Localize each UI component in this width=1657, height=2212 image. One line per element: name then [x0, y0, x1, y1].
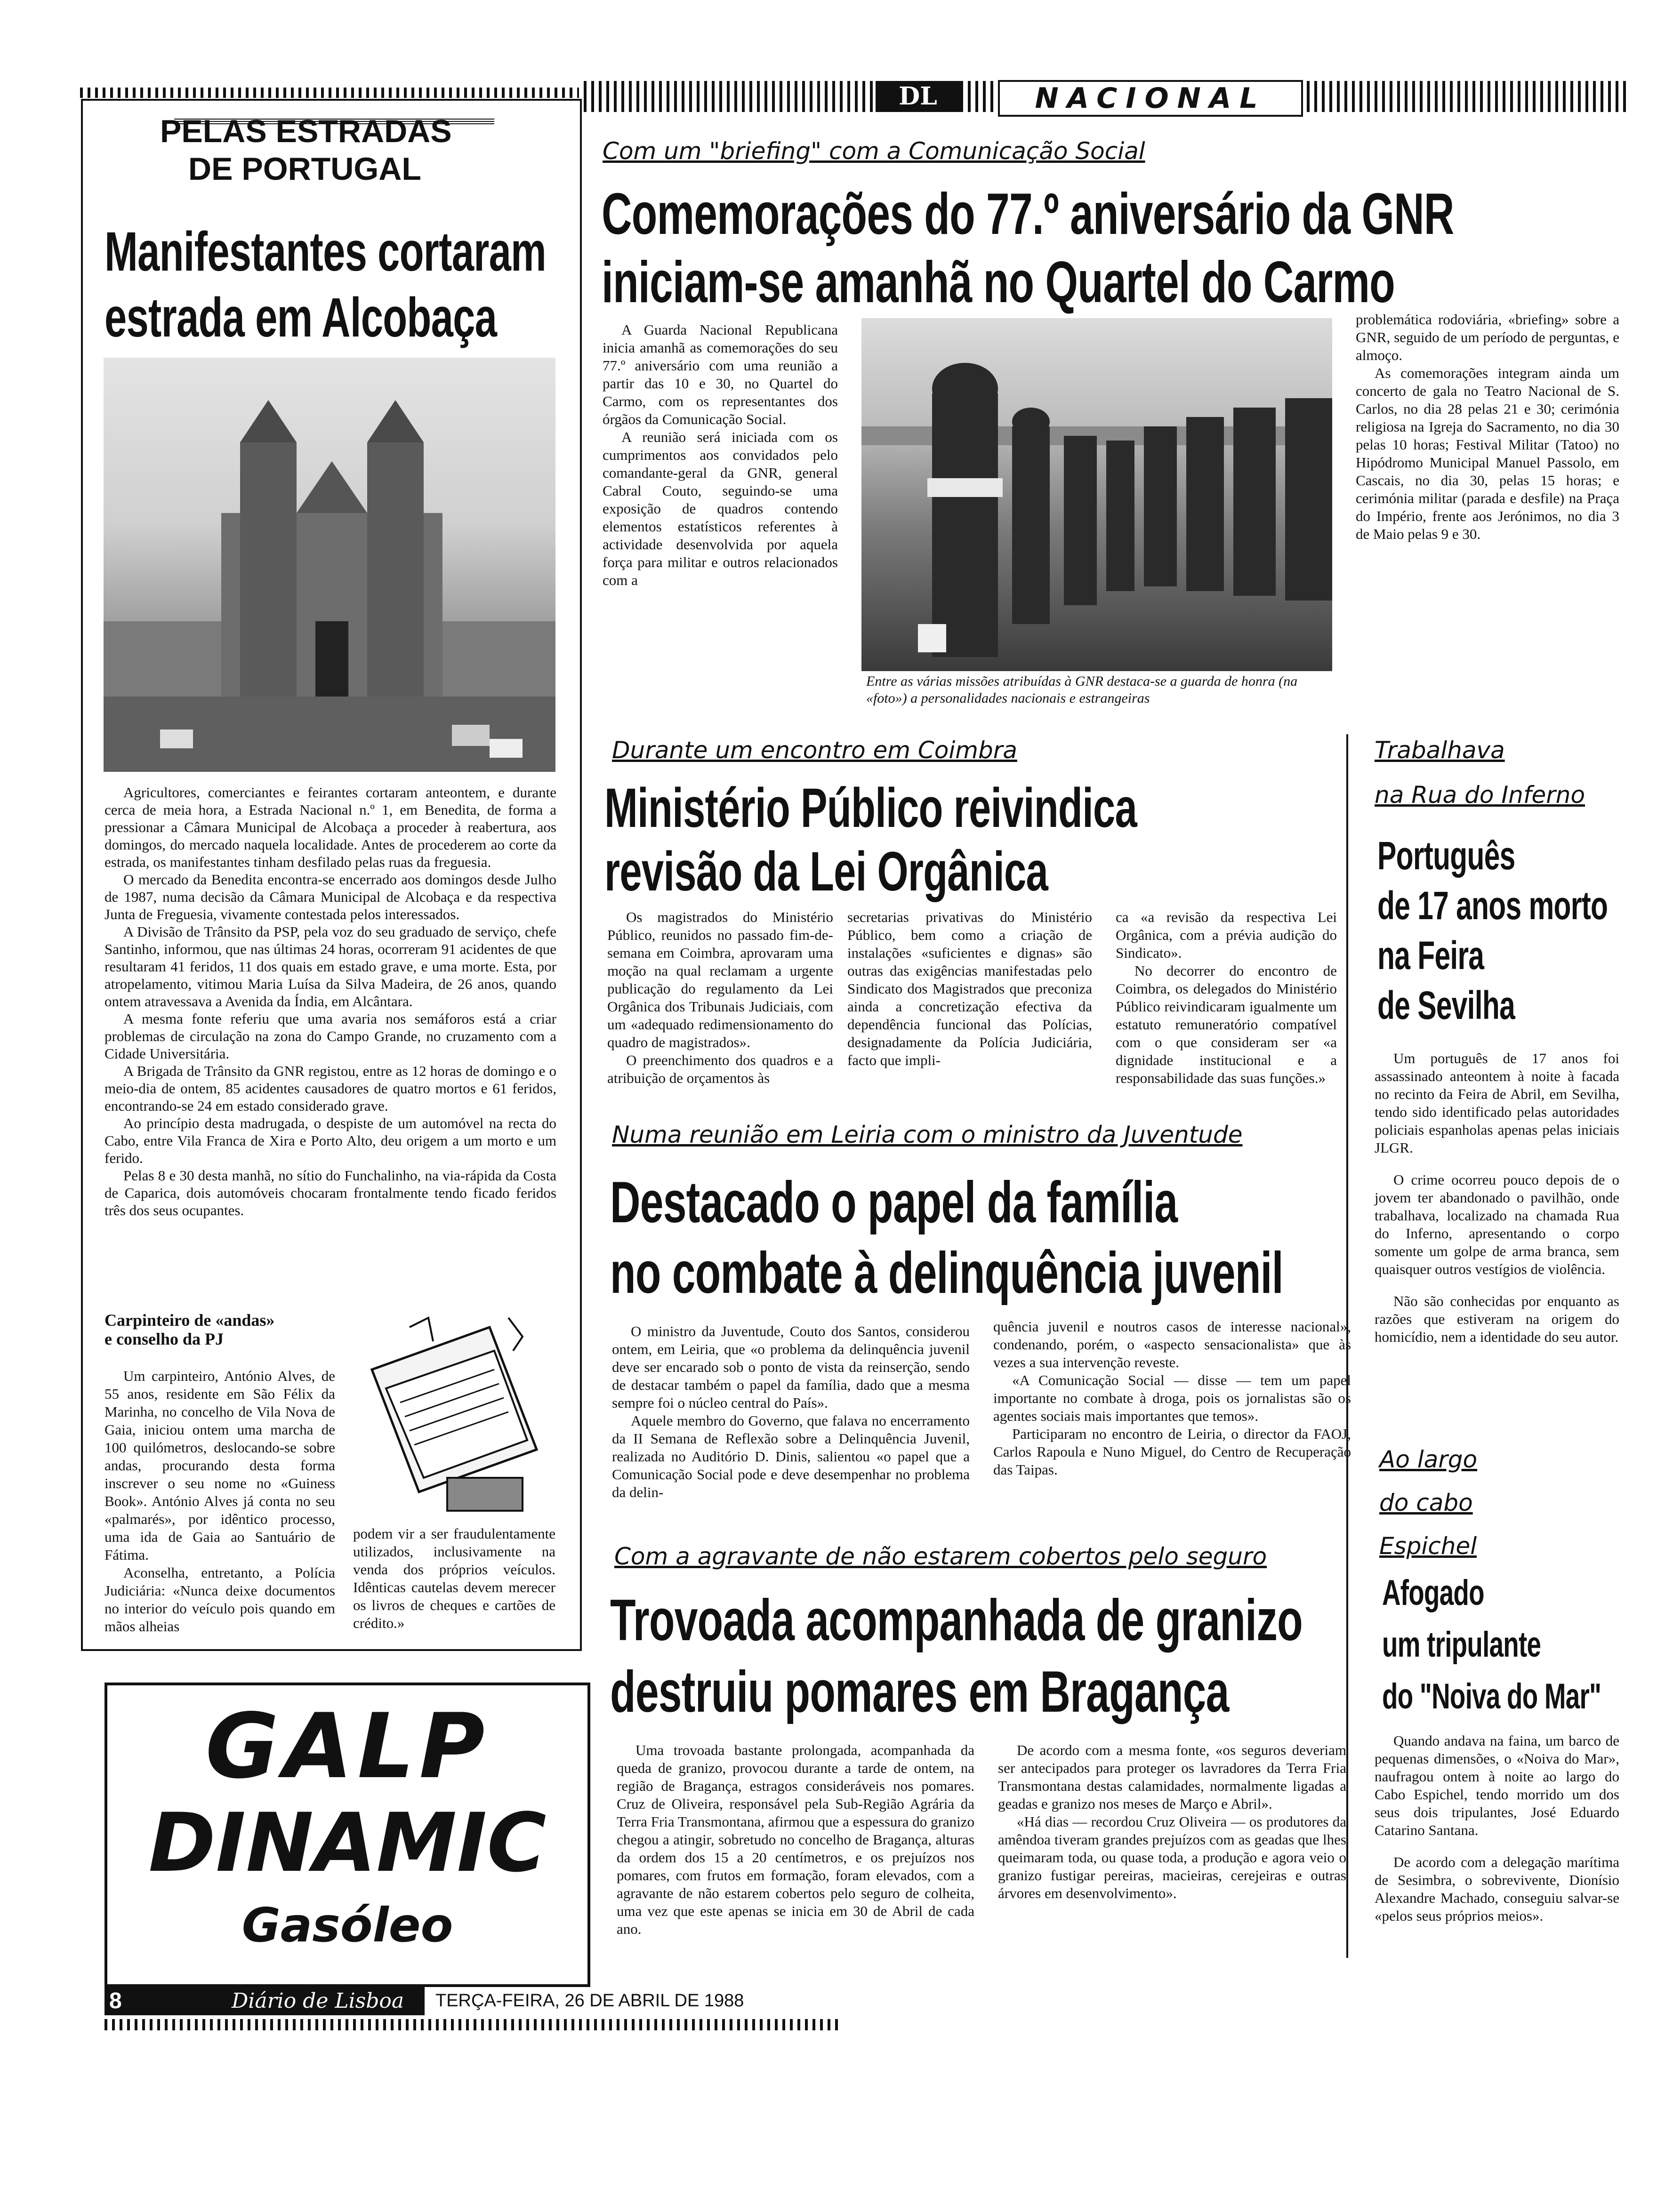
- juventude-paragraph: «A Comunicação Social — disse — tem um papel importante no combate à droga, pois os jornalistas são os agentes sociais mais importantes que temos».: [993, 1372, 1351, 1424]
- carpinteiro-headline-2: e conselho da PJ: [105, 1330, 224, 1348]
- mp-headline-1: Ministério Público reivindica: [604, 777, 1137, 839]
- juventude-paragraph: O ministro da Juventude, Couto dos Santos, considerou ontem, em Leiria, que «o problema da delinquência juvenil deve ser encarado sob o ponto de vista da reinserção, sendo de destacar também o papel da família, dado que a mesma sempre foi o núcleo central do País».: [612, 1323, 970, 1411]
- galp-ad[interactable]: [105, 1683, 590, 1987]
- ad-product: DINAMIC: [148, 1795, 547, 1890]
- juventude-col2: [993, 1318, 1351, 1479]
- juventude-col1: [612, 1322, 970, 1501]
- mp-paragraph: No decorrer do encontro de Coimbra, os delegados do Ministério Público reivindicaram igualmente um estatuto remuneratório compatível com o que consideram ser «a dignidade institucional e a responsabilidade das suas funções.»: [1116, 962, 1337, 1086]
- sevilha-headline-line: de 17 anos morto: [1377, 883, 1608, 928]
- juventude-paragraph: quência juvenil e noutros casos de interesse nacional», condenando, porém, o «aspecto sensacionalista» que às vezes a sua intervenção reveste.: [993, 1318, 1351, 1370]
- espichel-headline-line: um tripulante: [1382, 1625, 1541, 1665]
- gnr-paragraph: problemática rodoviária, «briefing» sobre a GNR, seguido de um período de perguntas, e almoço.: [1356, 311, 1619, 363]
- section-title: NACIONAL: [998, 80, 1303, 117]
- mp-paragraph: Os magistrados do Ministério Público, reunidos no passado fim-de-semana em Coimbra, aprovaram uma moção na qual reclamam a urgente publicação do regulamento da Lei Orgânica dos Tribunais Judiciais, com um «adequado redimensionamento do quadro de magistrados».: [607, 909, 833, 1050]
- footer-flag: [105, 1987, 425, 2015]
- sevilha-paragraph: Um português de 17 anos foi assassinado anteontem à noite à facada no recinto da Feira de Abril, em Sevilha, tendo sido identificado pelas autoridades policiais espanholas apenas pelas iniciais JLGR.: [1375, 1050, 1619, 1156]
- braganca-col1: [617, 1741, 974, 1938]
- juventude-paragraph: Participaram no encontro de Leiria, o director da FAOJ, Carlos Rapoula e Nuno Miguel, do Centro de Recuperação das Taipas.: [993, 1426, 1351, 1478]
- espichel-paragraph: De acordo com a delegação marítima de Sesimbra, o sobrevivente, Dionísio Alexandre Machado, conseguiu salvar-se «pelos seus próprios meios».: [1375, 1854, 1619, 1924]
- section-logo: DL: [876, 81, 960, 112]
- gnr-paragraph: A reunião será iniciada com os cumprimentos aos convidados pelo comandante-geral da GNR, general Cabral Couto, seguindo-se uma exposição de quadros contendo elementos estatísticos referentes à actividade desenvolvida por aquela força para militar e outros relacionados com a: [603, 429, 838, 588]
- page-number: 8: [109, 1988, 122, 2013]
- decor-strip: [80, 88, 579, 98]
- footer-decor: [105, 2019, 839, 2030]
- gnr-kicker: Com um "briefing" com a Comunicação Social: [603, 137, 1145, 165]
- braganca-col2: [998, 1741, 1346, 1902]
- column-logo-line2: DE PORTUGAL: [188, 151, 421, 187]
- mp-kicker: Durante um encontro em Coimbra: [612, 737, 1017, 764]
- sevilha-paragraph: Não são conhecidas por enquanto as razões que estiveram na origem do homicídio, nem a identidade do seu autor.: [1375, 1293, 1619, 1345]
- gnr-headline-1: Comemorações do 77.º aniversário da GNR: [602, 182, 1454, 247]
- mp-paragraph: O preenchimento dos quadros e a atribuição de orçamentos às: [607, 1052, 833, 1086]
- braganca-headline-1: Trovoada acompanhada de granizo: [610, 1588, 1303, 1653]
- alcobaca-paragraph: A Brigada de Trânsito da GNR registou, entre as 12 horas de domingo e o meio-dia de ontem, 85 acidentes causadores de quatro mortos e 61 feridos, encontrando-se 24 em estado considerado grave.: [105, 1063, 556, 1114]
- alcobaca-paragraph: Ao princípio desta madrugada, o despiste de um automóvel na recta do Cabo, entre Vila Franca de Xira e Porto Alto, deu origem a um morto e um ferido.: [105, 1115, 556, 1166]
- espichel-body: [1375, 1732, 1619, 1925]
- carpinteiro-paragraph: Um carpinteiro, António Alves, de 55 anos, residente em São Félix da Marinha, no concelho de Vila Nova de Gaia, iniciou ontem uma marcha de 100 quilómetros, deslocando-se sobre andas, procurando desta forma inscrever o seu nome no «Guiness Book». António Alves já conta no seu «palmarés», por idêntico processo, uma ida de Gaia ao Santuário de Fátima.: [105, 1368, 335, 1563]
- espichel-paragraph: Quando andava na faina, um barco de pequenas dimensões, o «Noiva do Mar», naufragou ontem à noite ao largo do Cabo Espichel, tendo morrido um dos seus dois tripulantes, José Eduardo Catarino Santana.: [1375, 1732, 1619, 1838]
- ad-brand: GALP: [205, 1694, 490, 1798]
- documents-drawing: [353, 1308, 555, 1520]
- sevilha-kicker-1: Trabalhava: [1375, 737, 1505, 764]
- gnr-headline-2: iniciam-se amanhã no Quartel do Carmo: [602, 250, 1395, 315]
- alcobaca-paragraph: Pelas 8 e 30 desta manhã, no sítio do Funchalinho, na via-rápida da Costa de Caparica, dois automóveis chocaram frontalmente tendo ficado feridos três dos seus ocupantes.: [105, 1167, 556, 1218]
- braganca-paragraph: «Há dias — recordou Cruz Oliveira — os produtores da amêndoa tiveram grandes prejuízos com as geadas que lhes queimaram toda, ou quase toda, a produção e agora veio o granizo fustigar pereiras, macieiras, cerejeiras e outras árvores em desenvolvimento».: [998, 1813, 1346, 1901]
- mp-col2: [847, 908, 1092, 1069]
- alcobaca-headline-1: Manifestantes cortaram: [105, 221, 546, 283]
- juventude-headline-1: Destacado o papel da família: [610, 1170, 1178, 1235]
- espichel-headline-line: do "Noiva do Mar": [1382, 1676, 1601, 1716]
- sevilha-headline-line: Português: [1377, 834, 1515, 878]
- sevilha-kicker-2: na Rua do Inferno: [1375, 781, 1585, 809]
- espichel-kicker-line: Espichel: [1379, 1532, 1477, 1560]
- mp-headline-2: revisão da Lei Orgânica: [604, 841, 1048, 903]
- mp-col3: [1116, 908, 1337, 1087]
- juventude-kicker: Numa reunião em Leiria com o ministro da Juventude: [612, 1121, 1243, 1148]
- column-logo-line1: PELAS ESTRADAS: [160, 113, 452, 149]
- braganca-headline-2: destruiu pomares em Bragança: [610, 1659, 1229, 1724]
- espichel-kicker: [1379, 1438, 1477, 1568]
- documents-illustration: [353, 1308, 555, 1520]
- mp-col1: [607, 908, 833, 1087]
- espichel-headline-line: Afogado: [1382, 1573, 1484, 1613]
- juventude-headline-2: no combate à delinquência juvenil: [610, 1241, 1283, 1306]
- monastery-illustration: [104, 358, 555, 772]
- espichel-headline: [1382, 1567, 1601, 1723]
- sevilha-body: [1375, 1050, 1619, 1346]
- alcobaca-paragraph: Agricultores, comerciantes e feirantes cortaram anteontem, e durante cerca de meia hora, a Estrada Nacional n.º 1, em Benedita, de forma a pressionar a Câmara Municipal de Alcobaça a proceder à reabertura, aos domingos, do mercado naquela localidade. Antes de procederem ao corte da estrada, os manifestantes tinham desfilado pelas ruas da freguesia.: [105, 784, 556, 870]
- espichel-kicker-line: Ao largo: [1379, 1446, 1478, 1473]
- gnr-body-right: [1356, 311, 1619, 543]
- sevilha-headline-line: de Sevilha: [1377, 983, 1515, 1027]
- mp-paragraph: secretarias privativas do Ministério Público, bem como a criação de instalações «suficientes e dignas» são outras das exigências manifestadas pelo Sindicato dos Magistrados que preconiza ainda a concretização efectiva da dependência funcional das Polícias, designadamente da Polícia Judiciária, facto que impli-: [847, 909, 1092, 1068]
- carpinteiro-body-left: [105, 1367, 335, 1635]
- alcobaca-headline-2: estrada em Alcobaça: [105, 287, 497, 349]
- carpinteiro-paragraph: Aconselha, entretanto, a Polícia Judiciária: «Nunca deixe documentos no interior do veículo pois quando em mãos alheias: [105, 1564, 335, 1635]
- juventude-paragraph: Aquele membro do Governo, que falava no encerramento da II Semana de Reflexão sobre a Delinquência Juvenil, realizada no Auditório D. Dinis, salientou «o papel que a Comunicação Social pode e deve desempenhar no problema da delin-: [612, 1412, 970, 1500]
- footer-date: TERÇA-FEIRA, 26 DE ABRIL DE 1988: [435, 1991, 744, 2011]
- paper-name: Diário de Lisboa: [232, 1989, 404, 2013]
- alcobaca-monastery-photo: [104, 358, 555, 772]
- mp-paragraph: ca «a revisão da respectiva Lei Orgânica, com a prévia audição do Sindicato».: [1116, 909, 1337, 961]
- column-logo: [160, 108, 508, 193]
- carpinteiro-headline-1: Carpinteiro de «andas»: [105, 1311, 275, 1330]
- ad-tagline: Gasóleo: [241, 1898, 453, 1953]
- braganca-paragraph: Uma trovoada bastante prolongada, acompanhada da queda de granizo, provocou durante a tarde de ontem, na região de Bragança, estragos consideráveis nos pomares. Cruz de Oliveira, responsável pela Sub-Região Agrária da Terra Fria Transmontana, afirmou que a espessura do granizo chegou a atingir, sobretudo no concelho de Bragança, alturas da ordem dos 15 a 20 centímetros, e os prejuízos nos pomares, com frutos em formação, foram elevados, com a agravante de não estarem cobertos pelo seguro de colheita, uma vez que este apenas se inicia em 30 de Abril de cada ano.: [617, 1742, 974, 1937]
- alcobaca-paragraph: A Divisão de Trânsito da PSP, pela voz do seu graduado de serviço, chefe Santinho, informou, que nas últimas 24 horas, ocorreram 91 acidentes de que resultaram 41 feridos, 11 dos quais em estado grave, e uma morte. Esta, por atropelamento, vitimou Maria Luísa da Silva Madeira, de 26 anos, quando ontem atravessava a Avenida da Índia, em Alcântara.: [105, 923, 556, 1010]
- espichel-kicker-line: do cabo: [1379, 1489, 1473, 1516]
- gnr-paragraph: As comemorações integram ainda um concerto de gala no Teatro Nacional de S. Carlos, no dia 28 pelas 21 e 30; cerimónia religiosa na Igreja do Sacramento, no dia 30 pelas 10 horas; Festival Militar (Tatoo) no Hipódromo Municipal Manuel Passolo, em Cascais, no dia 30, pelas 15 horas; e cerimónia militar (parada e desfile) na Praça do Império, frente aos Jerónimos, no dia 3 de Maio pelas 9 e 30.: [1356, 365, 1619, 542]
- braganca-kicker: Com a agravante de não estarem cobertos pelo seguro: [614, 1543, 1267, 1570]
- gnr-paragraph: A Guarda Nacional Republicana inicia amanhã as comemorações do seu 77.º aniversário com uma reunião a partir das 10 e 30, no Quartel do Carmo, com os representantes dos órgãos da Comunicação Social.: [603, 321, 838, 427]
- braganca-paragraph: De acordo com a mesma fonte, «os seguros deveriam ser antecipados para proteger os lavradores da Terra Fria Transmontana destas calamidades, normalmente ligadas a geadas e granizo nos meses de Março e Abril».: [998, 1742, 1346, 1812]
- sevilha-headline: [1377, 831, 1608, 1030]
- gnr-guard-photo: [861, 318, 1332, 671]
- sevilha-paragraph: O crime ocorreu pouco depois de o jovem ter abandonado o pavilhão, onde trabalhava, localizado na chamada Rua do Inferno, apresentando o corpo somente um golpe de arma branca, sem quaisquer outros vestígios de violência.: [1375, 1171, 1619, 1277]
- alcobaca-article-body: [105, 784, 556, 1219]
- sevilha-headline-line: na Feira: [1377, 933, 1484, 978]
- gnr-photo-caption: Entre as várias missões atribuídas à GNR destaca-se a guarda de honra (na «foto») a personalidades nacionais e estrangeiras: [866, 673, 1298, 706]
- alcobaca-paragraph: A mesma fonte referiu que uma avaria nos semáforos está a criar problemas de circulação na zona do Campo Grande, no cruzamento com a Cidade Universitária.: [105, 1010, 556, 1062]
- guard-illustration: [861, 318, 1332, 671]
- alcobaca-paragraph: O mercado da Benedita encontra-se encerrado aos domingos desde Julho de 1987, numa decisão da Câmara Municipal de Alcobaça e da respectiva Junta de Freguesia, vivamente contestada pelos interessados.: [105, 871, 556, 922]
- gnr-body-left: [603, 321, 838, 589]
- carpinteiro-headline: [105, 1311, 274, 1348]
- carpinteiro-paragraph-cont: podem vir a ser fraudulentamente utilizados, inclusivamente na venda dos próprios veículos. Idênticas cautelas devem merecer os livros de cheques e cartões de crédito.»: [353, 1525, 555, 1631]
- carpinteiro-body-right: [353, 1525, 555, 1632]
